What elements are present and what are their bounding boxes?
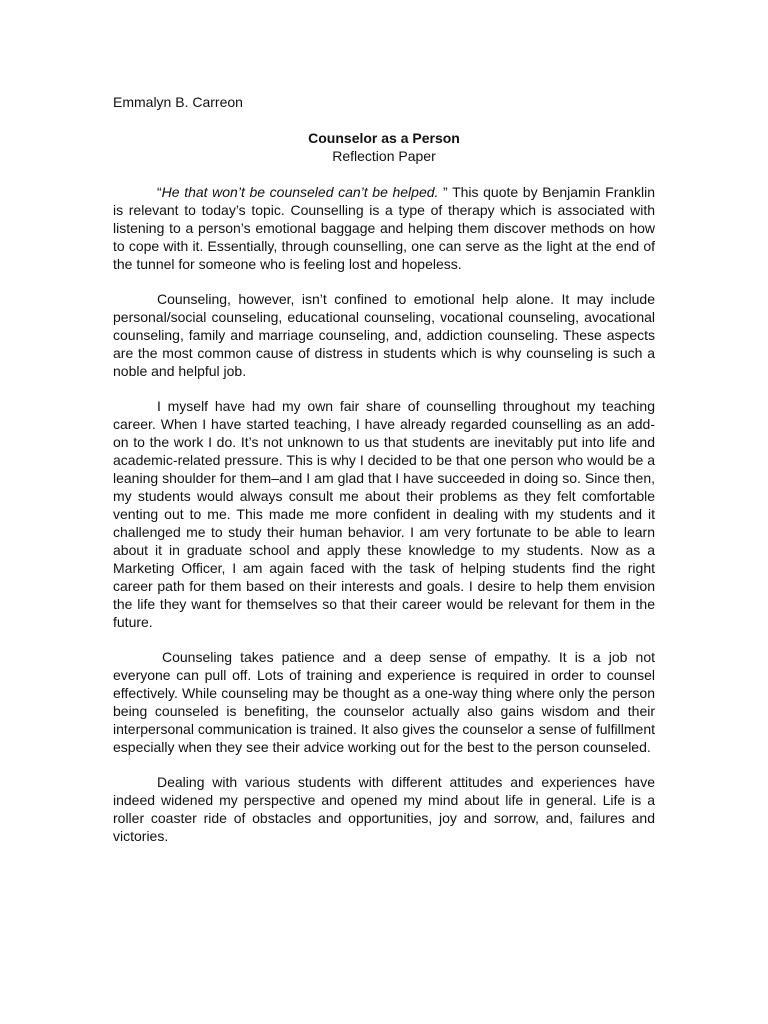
document-page — [113, 93, 655, 862]
open-quote-mark: “ — [157, 184, 162, 200]
paragraph-5: Dealing with various students with different attitudes and experiences have indeed widened my perspective and opened my mind about life in general. Life is a roller coaster ride of obstacles and opportunities, joy and sorrow, and, failures and victories. — [113, 774, 655, 844]
paragraph-4: Counseling takes patience and a deep sense of empathy. It is a job not everyone can pull off. Lots of training and experience is required in order to counsel effectively. While counseling may be thought as a one-way thing where only the person being counseled is benefiting, the counselor actually also gains wisdom and their interpersonal communication is trained. It also gives the counselor a sense of fulfillment especially when they see their advice working out for the best to the person counseled. — [113, 649, 655, 755]
title-block — [113, 129, 655, 165]
paragraph-1 — [113, 183, 655, 273]
franklin-quote: He that won’t be counseled can’t be helped. — [161, 184, 439, 200]
paragraph-1-text: ” This quote by Benjamin Franklin is relevant to today’s topic. Counselling is a type of therapy which is associated with listening to a person’s emotional baggage and helping them discover methods on how to cope with it. Essentially, through counselling, one can serve as the light at the end of the tunnel for someone who is feeling lost and hopeless. — [113, 184, 655, 272]
author-name: Emmalyn B. Carreon — [113, 94, 243, 110]
document-title: Counselor as a Person — [308, 130, 460, 146]
document-subtitle: Reflection Paper — [332, 148, 436, 164]
paragraph-3: I myself have had my own fair share of counselling throughout my teaching career. When I have started teaching, I have already regarded counselling as an add-on to the work I do. It’s not unknown to us that students are inevitably put into life and academic-related pressure. This is why I decided to be that one person who would be a leaning shoulder for them–and I am glad that I have succeeded in doing so. Since then, my students would always consult me about their problems as they felt comfortable venting out to me. This made me more confident in dealing with my students and it challenged me to study their human behavior. I am very fortunate to be able to learn about it in graduate school and apply these knowledge to my students. Now as a Marketing Officer, I am again faced with the task of helping students find the right career path for them based on their interests and goals. I desire to help them envision the life they want for themselves so that their career would be relevant for them in the future. — [113, 398, 655, 630]
paragraph-2: Counseling, however, isn’t confined to emotional help alone. It may include personal/social counseling, educational counseling, vocational counseling, avocational counseling, family and marriage counseling, and, addiction counseling. These aspects are the most common cause of distress in students which is why counseling is such a noble and helpful job. — [113, 291, 655, 379]
